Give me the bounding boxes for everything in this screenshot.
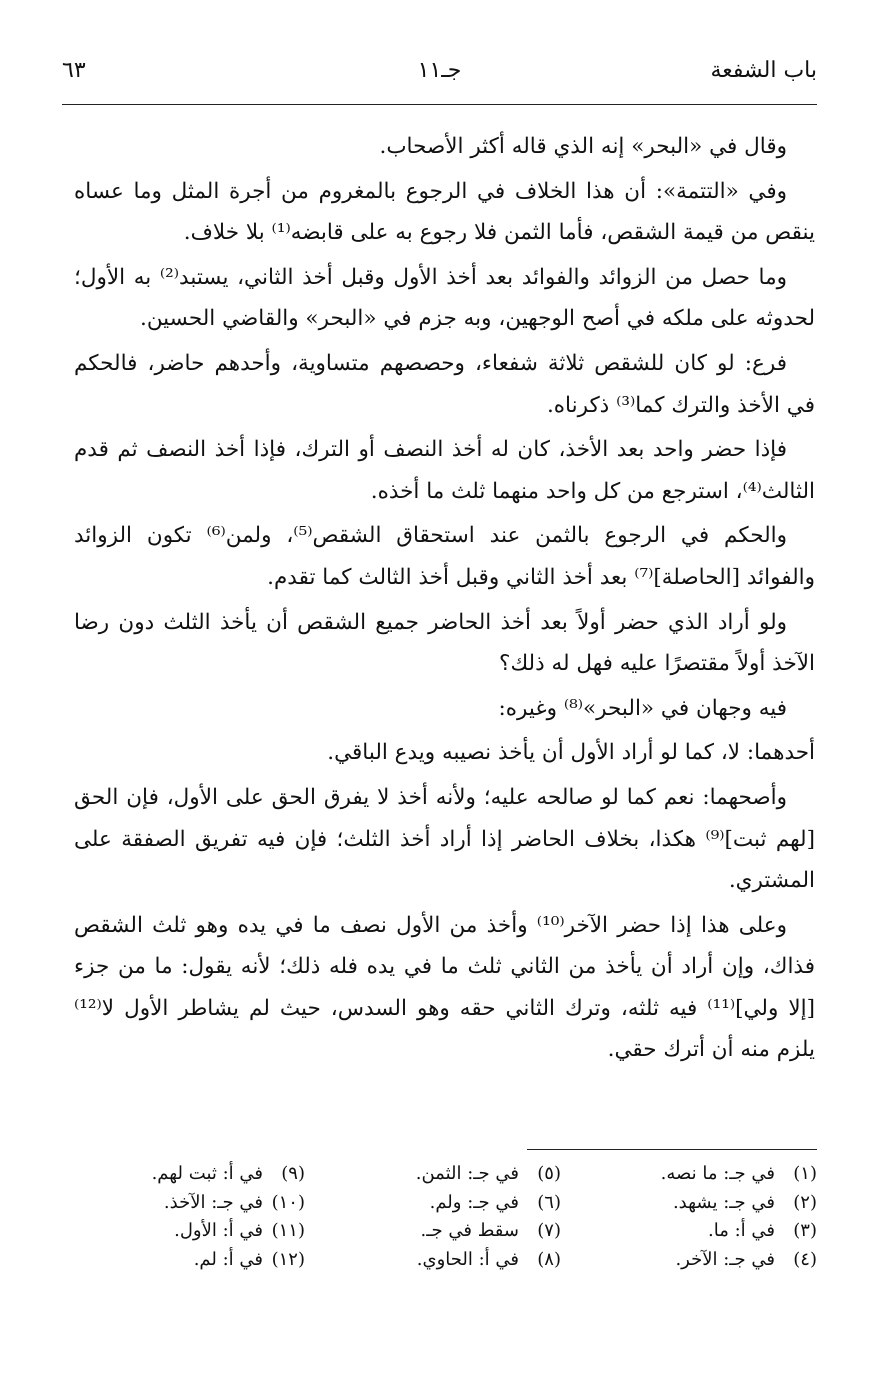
footnote-text: في أ: ثبت لهم. [151, 1163, 263, 1184]
paragraph: وقال في «البحر» إنه الذي قاله أكثر الأصحاب. [379, 134, 787, 159]
footnote-column [661, 1160, 817, 1274]
footnote-text: في أ: الأول. [174, 1220, 263, 1241]
footnote-text: في جـ: يشهد. [672, 1191, 775, 1213]
footnote-item [416, 1160, 561, 1189]
footnote-item [152, 1160, 305, 1189]
paragraph: ولو أراد الذي حضر أولاً بعد أخذ الحاضر جميع الشقص أن يأخذ الثلث دون رضا الآخذ أولاً مقتصرًا عليه فهل له ذلك؟ [74, 609, 815, 677]
chapter-title: باب الشفعة [710, 58, 817, 83]
footnote-text: في أ: لم. [193, 1248, 263, 1270]
footnote-number: (٣) [793, 1220, 817, 1241]
footnote-text: في جـ: ولم. [429, 1191, 519, 1213]
footnote-number: (٢) [793, 1191, 817, 1213]
footnote-text: سقط في جـ. [420, 1220, 519, 1241]
paragraph: وعلى هذا إذا حضر الآخر⁽¹⁰⁾ وأخذ من الأول نصف ما في يده وهو ثلث الشقص فذاك، وإن أراد أن يأخذ من الثاني ثلث ما في يده فله ذلك؛ لأنه يقول: ما من جزء [إلا ولي]⁽¹¹⁾ فيه ثلثه، وترك الثاني حقه وهو السدس، حيث لم يشاطر الأول لا⁽¹²⁾ يلزم منه أن أترك حقي. [74, 912, 815, 1063]
footnote-number: (٥) [537, 1163, 561, 1184]
footnote-text: في جـ: الآخذ. [163, 1191, 263, 1213]
footnote-item [152, 1189, 305, 1218]
footnote-item [416, 1189, 561, 1218]
footnote-item [152, 1217, 305, 1246]
footnote-number: (٨) [537, 1248, 561, 1270]
footnote-item [416, 1246, 561, 1275]
footnote-text: في أ: ما. [708, 1220, 775, 1241]
footnote-number: (١٠) [271, 1191, 305, 1213]
volume-label: جـ١١ [417, 58, 462, 83]
footnote-item [661, 1246, 817, 1275]
footnote-item [416, 1217, 561, 1246]
footnote-text: في أ: الحاوي. [416, 1248, 519, 1270]
running-header [62, 58, 817, 98]
footnote-number: (٤) [793, 1248, 817, 1270]
footnote-item [661, 1217, 817, 1246]
paragraph: وأصحهما: نعم كما لو صالحه عليه؛ ولأنه أخذ لا يفرق الحق على الأول، فإن الحق [لهم ثبت]⁽⁹⁾ هكذا، بخلاف الحاضر إذا أراد أخذ الثلث؛ فإن فيه تفريق الصفقة على المشتري. [74, 784, 815, 894]
footnote-text: في جـ: ما نصه. [660, 1163, 775, 1184]
footnote-number: (١١) [271, 1220, 305, 1241]
paragraph: فيه وجهان في «البحر»⁽⁸⁾ وغيره: [498, 695, 787, 721]
footnote-item [661, 1189, 817, 1218]
footnote-item [661, 1160, 817, 1189]
footnote-column [416, 1160, 561, 1274]
footnote-divider [527, 1149, 817, 1150]
paragraph: فإذا حضر واحد بعد الأخذ، كان له أخذ النصف أو الترك، فإذا أخذ النصف ثم قدم الثالث⁽⁴⁾، استرجع من كل واحد منهما ثلث ما أخذه. [74, 437, 815, 504]
main-text [74, 126, 815, 1074]
paragraph: وما حصل من الزوائد والفوائد بعد أخذ الأول وقبل أخذ الثاني، يستبد⁽²⁾ به الأول؛ لحدوثه على ملكه في أصح الوجهين، وبه جزم في «البحر» والقاضي الحسين. [74, 264, 815, 332]
footnote-text: في جـ: الآخر. [675, 1248, 775, 1270]
footnote-number: (٩) [281, 1163, 305, 1184]
footnote-number: (٧) [537, 1220, 561, 1241]
paragraph: والحكم في الرجوع بالثمن عند استحقاق الشقص⁽⁵⁾، ولمن⁽⁶⁾ تكون الزوائد والفوائد [الحاصلة]⁽⁷⁾ بعد أخذ الثاني وقبل أخذ الثالث كما تقدم. [74, 523, 815, 590]
footnote-number: (٦) [537, 1191, 561, 1213]
footnote-column [152, 1160, 305, 1274]
paragraph: أحدهما: لا، كما لو أراد الأول أن يأخذ نصيبه ويدع الباقي. [327, 740, 815, 766]
paragraph: وفي «التتمة»: أن هذا الخلاف في الرجوع بالمغروم من أجرة المثل وما عساه ينقص من قيمة الشقص، فأما الثمن فلا رجوع به على قابضه⁽¹⁾ بلا خلاف. [74, 178, 815, 246]
footnote-number: (١) [793, 1163, 817, 1184]
footnote-number: (١٢) [271, 1248, 305, 1270]
footnote-item [152, 1246, 305, 1275]
paragraph: فرع: لو كان للشقص ثلاثة شفعاء، وحصصهم متساوية، وأحدهم حاضر، فالحكم في الأخذ والترك كما⁽³⁾ ذكرناه. [74, 350, 815, 418]
footnote-text: في جـ: الثمن. [415, 1163, 519, 1184]
page-number: ٦٣ [62, 58, 86, 83]
header-divider [62, 104, 817, 105]
